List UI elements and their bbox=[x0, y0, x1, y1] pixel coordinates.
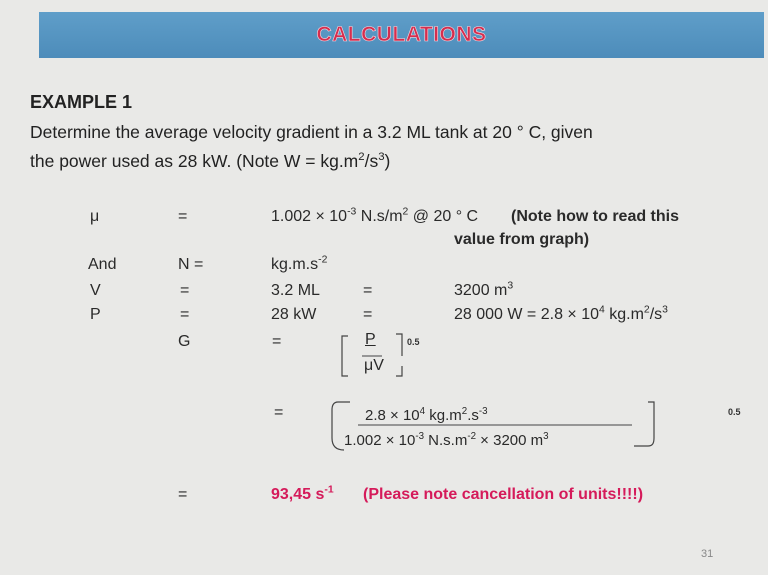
p-equals: = bbox=[180, 306, 190, 323]
page-number: 31 bbox=[701, 548, 714, 560]
g-exponent: 0.5 bbox=[407, 337, 420, 347]
mu-note-line-1: (Note how to read this bbox=[511, 208, 679, 225]
problem-line-2: the power used as 28 kW. (Note $W = kg.m^2/s^3$) bbox=[30, 151, 391, 171]
result-note: (Please note cancellation of units!!!!) bbox=[363, 486, 644, 503]
g-label: G bbox=[178, 333, 191, 350]
result-equals: = bbox=[178, 486, 188, 503]
g-equals: = bbox=[272, 333, 282, 350]
p-label: P bbox=[90, 306, 101, 323]
slide-title: CALCULATIONS bbox=[316, 23, 487, 46]
v-result: 3200 $m^3$ bbox=[454, 280, 514, 299]
mu-symbol: μ bbox=[90, 208, 100, 225]
v-equals-2: = bbox=[363, 282, 373, 299]
g-numerator: P bbox=[365, 331, 376, 348]
v-value: 3.2 ML bbox=[271, 282, 320, 299]
title-banner bbox=[39, 12, 764, 58]
mu-equals: = bbox=[178, 208, 188, 225]
step2-equals: = bbox=[274, 404, 284, 421]
n-symbol: N = bbox=[178, 256, 204, 273]
p-value: 28 kW bbox=[271, 306, 317, 323]
p-result: 28 000 $W = 2.8 \times 10^4$ $kg.m^2/s^3$ bbox=[454, 304, 668, 323]
step2-numerator: $2.8 \times 10^4$ $kg.m^2.s^{-3}$ bbox=[365, 406, 488, 424]
mu-note-line-2: value from graph) bbox=[454, 231, 590, 248]
problem-line-1: Determine the average velocity gradient in a 3.2 ML tank at 20 ° C, given bbox=[30, 122, 593, 142]
and-label: And bbox=[88, 256, 117, 273]
result-value: 93,45 $s^{-1}$ bbox=[271, 484, 334, 503]
step2-denominator: $1.002 \times 10^{-3}$ $N.s.m^{-2} \times 3200$ $m^3$ bbox=[344, 431, 549, 449]
mu-value: $1.002 \times 10^{-3}$ $N.s/m^2$ @ 20 ° C bbox=[271, 206, 479, 225]
v-equals: = bbox=[180, 282, 190, 299]
g-denominator: μV bbox=[364, 357, 384, 374]
p-equals-2: = bbox=[363, 306, 373, 323]
step2-exponent: 0.5 bbox=[728, 407, 741, 417]
example-heading: EXAMPLE 1 bbox=[30, 92, 133, 112]
v-label: V bbox=[90, 282, 101, 299]
n-value: $kg.m.s^{-2}$ bbox=[271, 254, 328, 273]
